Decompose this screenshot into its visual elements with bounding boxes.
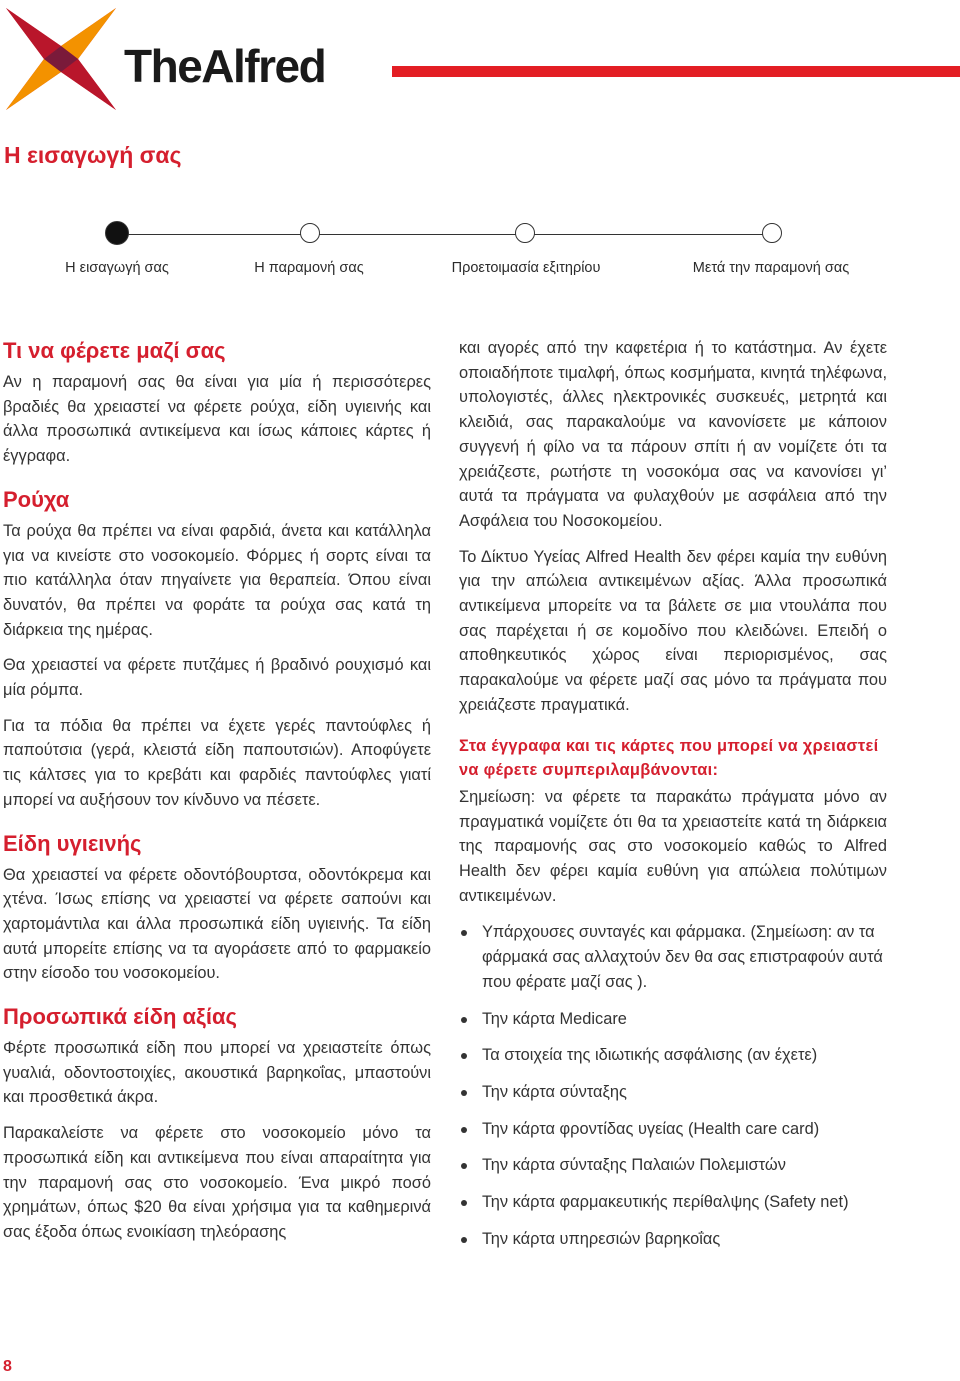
step-label-2[interactable]: Η παραμονή σας (254, 260, 364, 276)
stepper-line (116, 234, 772, 235)
list-item: Την κάρτα σύνταξης (459, 1080, 887, 1105)
hygiene-heading: Είδη υγιεινής (3, 830, 142, 856)
what-to-bring-heading: Τι να φέρετε μαζί σας (3, 338, 226, 363)
step-label-3[interactable]: Προετοιμασία εξιτηρίου (451, 260, 601, 276)
step-dot-4[interactable] (762, 223, 782, 243)
step-label-4[interactable]: Μετά την παραμονή σας (692, 260, 850, 276)
hygiene-paragraph: Θα χρειαστεί να φέρετε οδοντόβουρτσα, οδοντόκρεμα και χτένα. Ίσως επίσης να χρειαστεί να φέρετε σαπούνι και χαρτομάντιλα και άλλα προσωπικά είδη υγιεινής. Τα είδη αυτά μπορείτε επίσης να τα αγοράσετε από το φαρμακείο στην είσοδο του νοσοκομείου. (3, 865, 431, 983)
progress-stepper (0, 220, 960, 290)
clothes-paragraph-2: Θα χρειαστεί να φέρετε πυτζάμες ή βραδινό ρουχισμό και μία ρόμπα. (3, 656, 431, 700)
page-title: Η εισαγωγή σας (4, 142, 182, 168)
alfred-emblem-icon (6, 8, 116, 110)
clothes-paragraph-1: Τα ρούχα θα πρέπει να είναι φαρδιά, άνετα και κατάλληλα για να κινείστε στο νοσοκομείο. Φόρμες ή σορτς είναι τα πιο κατάλληλα όταν πηγαίνετε για θεραπεία. Όπου είναι δυνατόν, θα πρέπει να φοράτε τα ρούχα σας κατά τη διάρκεια της ημέρας. (3, 521, 431, 639)
clothes-paragraph-3: Για τα πόδια θα πρέπει να έχετε γερές παντούφλες ή παπούτσια (γερά, κλειστά είδη παπουτσιών). Αποφύγετε τις κάλτσες για το κρεβάτι και φαρδιές παντούφλες γιατί μπορεί να αυξήσουν τον κίνδυνο να πέσετε. (3, 716, 431, 809)
brand-name: TheAlfred (124, 40, 326, 92)
documents-note: Σημείωση: να φέρετε τα παρακάτω πράγματα μόνο αν πραγματικά νομίζετε ότι θα τα χρειαστείτε κατά τη διάρκεια της παραμονής σας στο νοσοκομείο καθώς το Alfred Health δεν φέρει καμία ευθύνη για απώλεια πολύτιμων αντικειμένων. (459, 787, 887, 905)
list-item: Υπάρχουσες συνταγές και φάρμακα. (Σημείωση: αν τα φάρμακά σας αλλαχτούν δεν θα σας επιστραφούν αυτά που φέρατε μαζί σας ). (459, 920, 887, 994)
clothes-heading: Ρούχα (3, 486, 70, 512)
left-column (3, 336, 431, 1256)
list-item: Την κάρτα φαρμακευτικής περίθαλψης (Safety net) (459, 1190, 887, 1215)
valuables-continued-paragraph: και αγορές από την καφετέρια ή το κατάστημα. Αν έχετε οποιαδήποτε τιμαλφή, όπως κοσμήματα, κινητά τηλέφωνα, υπολογιστές, άλλες ηλεκτρονικές συσκευές, μετρητά και κλειδιά, σας παρακαλούμε να κανονίσετε με κάποιον συγγενή ή φίλο να τα πάρουν σπίτι ή αν νομίζετε ότι τα χρειάζεστε, ρωτήστε τη νοσοκόμα σας να κανονίσει γι’ αυτά τα πράγματα να φυλαχθούν με ασφάλεια από την Ασφάλεια του Νοσοκομείου. (459, 339, 887, 530)
step-dot-2[interactable] (300, 223, 320, 243)
list-item: Την κάρτα φροντίδας υγείας (Health care card) (459, 1117, 887, 1142)
right-column (459, 336, 887, 1264)
header-accent-bar (392, 66, 960, 77)
valuables-paragraph-1: Φέρτε προσωπικά είδη που μπορεί να χρειαστείτε όπως γυαλιά, οδοντοστοιχίες, ακουστικά βαρηκοΐας, μπαστούνι και προσθετικά άκρα. (3, 1039, 431, 1107)
step-dot-1[interactable] (105, 221, 129, 245)
documents-list (459, 920, 887, 1251)
liability-paragraph: Το Δίκτυο Υγείας Alfred Health δεν φέρει καμία την ευθύνη για την απώλεια αντικειμένων αξίας. Άλλα προσωπικά αντικείμενα μπορείτε να τα βάλετε σε μια ντουλάπα που σας παρέχεται ή σε κομοδίνο που κλειδώνει. Επειδή ο αποθηκευτικός χώρος είναι περιορισμένος, σας παρακαλούμε να φέρετε μαζί σας μόνο τα πράγματα που χρειάζεστε πραγματικά. (459, 547, 887, 714)
list-item: Την κάρτα Medicare (459, 1007, 887, 1032)
step-dot-3[interactable] (515, 223, 535, 243)
step-label-1[interactable]: Η εισαγωγή σας (65, 260, 169, 276)
list-item: Την κάρτα υπηρεσιών βαρηκοΐας (459, 1227, 887, 1252)
list-item: Τα στοιχεία της ιδιωτικής ασφάλισης (αν έχετε) (459, 1043, 887, 1068)
intro-paragraph: Αν η παραμονή σας θα είναι για μία ή περισσότερες βραδιές θα χρειαστεί να φέρετε ρούχα, είδη υγιεινής και άλλα προσωπικά αντικείμενα και ίσως κάποιες κάρτες ή έγγραφα. (3, 373, 431, 466)
page-number: 8 (3, 1358, 12, 1375)
alfred-logo (6, 8, 336, 110)
documents-heading: Στα έγγραφα και τις κάρτες που μπορεί να χρειαστεί να φέρετε συμπεριλαμβάνονται: (459, 736, 879, 780)
valuables-paragraph-2: Παρακαλείστε να φέρετε στο νοσοκομείο μόνο τα προσωπικά είδη και αντικείμενα που είναι απαραίτητα για την παραμονή σας στο νοσοκομείο. Ένα μικρό ποσό χρημάτων, όπως $20 θα είναι χρήσιμα για τα καθημερινά σας έξοδα όπως ενοικίαση τηλεόρασης (3, 1124, 431, 1241)
valuables-heading: Προσωπικά είδη αξίας (3, 1004, 237, 1030)
list-item: Την κάρτα σύνταξης Παλαιών Πολεμιστών (459, 1153, 887, 1178)
